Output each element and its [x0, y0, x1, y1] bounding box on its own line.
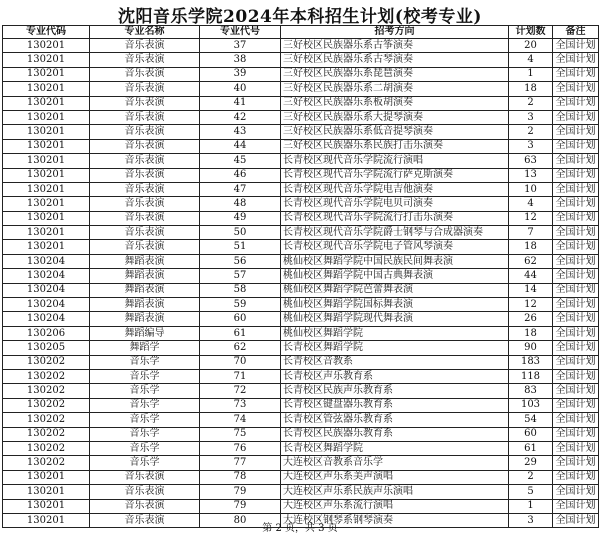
cell-major-number: 38	[200, 53, 281, 67]
cell-major-name: 音乐表演	[90, 513, 200, 527]
header-major-code: 专业代码	[3, 26, 90, 39]
cell-major-number: 71	[200, 369, 281, 383]
header-plan-count: 计划数	[509, 26, 553, 39]
page-title: 沈阳音乐学院2024年本科招生计划(校考专业)	[118, 7, 482, 27]
cell-note: 全国计划	[553, 96, 599, 110]
cell-major-code: 130204	[3, 283, 90, 297]
cell-plan-count: 61	[509, 441, 553, 455]
cell-direction: 长青校区键盘器乐教育系	[281, 398, 509, 412]
table-row	[3, 369, 599, 383]
cell-major-name: 音乐学	[90, 384, 200, 398]
cell-major-number: 56	[200, 254, 281, 268]
cell-major-name: 音乐表演	[90, 67, 200, 81]
cell-major-number: 41	[200, 96, 281, 110]
cell-note: 全国计划	[553, 283, 599, 297]
table-row	[3, 398, 599, 412]
cell-major-code: 130201	[3, 513, 90, 527]
cell-note: 全国计划	[553, 326, 599, 340]
table-row	[3, 441, 599, 455]
cell-major-code: 130201	[3, 67, 90, 81]
cell-plan-count: 26	[509, 312, 553, 326]
cell-major-number: 79	[200, 485, 281, 499]
cell-major-name: 舞蹈编导	[90, 326, 200, 340]
table-row	[3, 53, 599, 67]
cell-direction: 长青校区管弦器乐教育系	[281, 413, 509, 427]
cell-plan-count: 14	[509, 283, 553, 297]
cell-plan-count: 60	[509, 427, 553, 441]
cell-major-number: 76	[200, 441, 281, 455]
cell-major-name: 音乐表演	[90, 168, 200, 182]
cell-major-name: 音乐表演	[90, 125, 200, 139]
cell-major-number: 70	[200, 355, 281, 369]
cell-major-code: 130202	[3, 441, 90, 455]
table-row	[3, 110, 599, 124]
cell-direction: 大连校区声乐系民族声乐演唱	[281, 485, 509, 499]
cell-major-number: 58	[200, 283, 281, 297]
cell-note: 全国计划	[553, 182, 599, 196]
cell-plan-count: 12	[509, 298, 553, 312]
cell-direction: 三好校区民族器乐系二胡演奏	[281, 82, 509, 96]
cell-major-code: 130204	[3, 269, 90, 283]
cell-major-code: 130201	[3, 39, 90, 53]
cell-direction: 长青校区民族声乐教育系	[281, 384, 509, 398]
cell-major-number: 77	[200, 456, 281, 470]
cell-major-name: 舞蹈表演	[90, 283, 200, 297]
cell-plan-count: 44	[509, 269, 553, 283]
table-row	[3, 139, 599, 153]
cell-major-code: 130201	[3, 197, 90, 211]
cell-major-number: 61	[200, 326, 281, 340]
cell-major-name: 音乐表演	[90, 240, 200, 254]
cell-major-code: 130201	[3, 96, 90, 110]
cell-major-number: 62	[200, 341, 281, 355]
cell-major-number: 79	[200, 499, 281, 513]
cell-note: 全国计划	[553, 269, 599, 283]
cell-major-code: 130202	[3, 369, 90, 383]
cell-plan-count: 29	[509, 456, 553, 470]
table-row	[3, 67, 599, 81]
cell-note: 全国计划	[553, 110, 599, 124]
cell-direction: 桃仙校区舞蹈学院	[281, 326, 509, 340]
header-major-name: 专业名称	[90, 26, 200, 39]
cell-note: 全国计划	[553, 125, 599, 139]
table-row	[3, 39, 599, 53]
cell-direction: 桃仙校区舞蹈学院中国古典舞表演	[281, 269, 509, 283]
cell-major-number: 39	[200, 67, 281, 81]
cell-plan-count: 5	[509, 485, 553, 499]
cell-major-code: 130201	[3, 470, 90, 484]
cell-major-name: 音乐学	[90, 369, 200, 383]
table-row	[3, 125, 599, 139]
cell-major-code: 130201	[3, 82, 90, 96]
cell-major-code: 130201	[3, 110, 90, 124]
cell-major-name: 音乐表演	[90, 82, 200, 96]
table-row	[3, 298, 599, 312]
cell-major-name: 音乐学	[90, 413, 200, 427]
cell-note: 全国计划	[553, 384, 599, 398]
table-header-row	[3, 26, 599, 39]
cell-direction: 长青校区声乐教育系	[281, 369, 509, 383]
cell-major-name: 舞蹈表演	[90, 298, 200, 312]
page-footer: 第 2 页，共 3 页	[262, 523, 338, 534]
cell-major-code: 130201	[3, 182, 90, 196]
cell-direction: 大连校区钢琴系钢琴演奏	[281, 513, 509, 527]
cell-note: 全国计划	[553, 456, 599, 470]
cell-major-name: 音乐学	[90, 427, 200, 441]
cell-major-code: 130204	[3, 298, 90, 312]
table-row	[3, 485, 599, 499]
table-row	[3, 96, 599, 110]
cell-major-name: 音乐学	[90, 456, 200, 470]
cell-major-number: 44	[200, 139, 281, 153]
cell-plan-count: 2	[509, 125, 553, 139]
cell-note: 全国计划	[553, 240, 599, 254]
cell-major-code: 130202	[3, 456, 90, 470]
cell-major-name: 音乐表演	[90, 485, 200, 499]
cell-major-name: 音乐表演	[90, 110, 200, 124]
cell-direction: 长青校区现代音乐学院流行演唱	[281, 154, 509, 168]
cell-major-number: 60	[200, 312, 281, 326]
cell-major-number: 49	[200, 211, 281, 225]
cell-direction: 三好校区民族器乐系板胡演奏	[281, 96, 509, 110]
table-row	[3, 312, 599, 326]
cell-major-code: 130202	[3, 427, 90, 441]
cell-note: 全国计划	[553, 485, 599, 499]
cell-note: 全国计划	[553, 413, 599, 427]
cell-plan-count: 103	[509, 398, 553, 412]
cell-major-number: 37	[200, 39, 281, 53]
cell-direction: 桃仙校区舞蹈学院芭蕾舞表演	[281, 283, 509, 297]
cell-major-code: 130202	[3, 413, 90, 427]
cell-major-code: 130201	[3, 226, 90, 240]
cell-major-code: 130205	[3, 341, 90, 355]
cell-major-number: 57	[200, 269, 281, 283]
cell-note: 全国计划	[553, 139, 599, 153]
cell-note: 全国计划	[553, 197, 599, 211]
table-row	[3, 341, 599, 355]
cell-plan-count: 12	[509, 211, 553, 225]
cell-direction: 三好校区民族器乐系大提琴演奏	[281, 110, 509, 124]
cell-note: 全国计划	[553, 53, 599, 67]
cell-major-code: 130201	[3, 154, 90, 168]
cell-major-name: 音乐表演	[90, 96, 200, 110]
cell-direction: 三好校区民族器乐系古琴演奏	[281, 53, 509, 67]
cell-note: 全国计划	[553, 67, 599, 81]
table-row	[3, 427, 599, 441]
cell-major-number: 43	[200, 125, 281, 139]
cell-plan-count: 183	[509, 355, 553, 369]
cell-note: 全国计划	[553, 211, 599, 225]
cell-major-name: 音乐表演	[90, 499, 200, 513]
table-row	[3, 283, 599, 297]
cell-note: 全国计划	[553, 254, 599, 268]
cell-plan-count: 7	[509, 226, 553, 240]
cell-note: 全国计划	[553, 154, 599, 168]
cell-major-number: 80	[200, 513, 281, 527]
cell-major-number: 46	[200, 168, 281, 182]
cell-major-name: 音乐学	[90, 398, 200, 412]
cell-direction: 三好校区民族器乐系古筝演奏	[281, 39, 509, 53]
cell-plan-count: 90	[509, 341, 553, 355]
cell-major-name: 音乐表演	[90, 154, 200, 168]
table-row	[3, 254, 599, 268]
cell-direction: 长青校区现代音乐学院流行萨克斯演奏	[281, 168, 509, 182]
table-row	[3, 355, 599, 369]
header-direction: 招考方向	[281, 26, 509, 39]
cell-direction: 长青校区现代音乐学院电贝司演奏	[281, 197, 509, 211]
cell-major-number: 42	[200, 110, 281, 124]
table-row	[3, 240, 599, 254]
cell-direction: 长青校区舞蹈学院	[281, 441, 509, 455]
cell-plan-count: 1	[509, 499, 553, 513]
cell-major-code: 130201	[3, 53, 90, 67]
cell-note: 全国计划	[553, 168, 599, 182]
cell-note: 全国计划	[553, 341, 599, 355]
cell-plan-count: 1	[509, 67, 553, 81]
table-row	[3, 226, 599, 240]
cell-plan-count: 63	[509, 154, 553, 168]
cell-direction: 桃仙校区舞蹈学院中国民族民间舞表演	[281, 254, 509, 268]
cell-major-number: 73	[200, 398, 281, 412]
cell-major-number: 50	[200, 226, 281, 240]
cell-major-code: 130201	[3, 168, 90, 182]
cell-plan-count: 4	[509, 53, 553, 67]
table-row	[3, 154, 599, 168]
cell-direction: 长青校区现代音乐学院电吉他演奏	[281, 182, 509, 196]
table-row	[3, 197, 599, 211]
cell-plan-count: 54	[509, 413, 553, 427]
cell-major-name: 音乐表演	[90, 53, 200, 67]
cell-plan-count: 20	[509, 39, 553, 53]
enrollment-plan-table	[2, 25, 599, 528]
cell-note: 全国计划	[553, 369, 599, 383]
table-row	[3, 182, 599, 196]
cell-plan-count: 3	[509, 513, 553, 527]
cell-note: 全国计划	[553, 226, 599, 240]
cell-plan-count: 62	[509, 254, 553, 268]
cell-major-name: 音乐表演	[90, 470, 200, 484]
cell-major-code: 130201	[3, 499, 90, 513]
cell-direction: 长青校区现代音乐学院电子管风琴演奏	[281, 240, 509, 254]
cell-direction: 长青校区现代音乐学院流行打击乐演奏	[281, 211, 509, 225]
cell-plan-count: 10	[509, 182, 553, 196]
cell-major-code: 130204	[3, 254, 90, 268]
cell-plan-count: 118	[509, 369, 553, 383]
table-row	[3, 499, 599, 513]
cell-major-number: 40	[200, 82, 281, 96]
cell-plan-count: 2	[509, 96, 553, 110]
cell-direction: 大连校区声乐系流行演唱	[281, 499, 509, 513]
cell-plan-count: 4	[509, 197, 553, 211]
cell-major-number: 51	[200, 240, 281, 254]
table-row	[3, 269, 599, 283]
table-row	[3, 384, 599, 398]
cell-major-number: 75	[200, 427, 281, 441]
cell-major-name: 音乐表演	[90, 211, 200, 225]
cell-plan-count: 3	[509, 110, 553, 124]
cell-direction: 三好校区民族器乐系民族打击乐演奏	[281, 139, 509, 153]
cell-major-code: 130202	[3, 384, 90, 398]
header-major-number: 专业代号	[200, 26, 281, 39]
cell-major-number: 45	[200, 154, 281, 168]
cell-major-number: 72	[200, 384, 281, 398]
cell-note: 全国计划	[553, 499, 599, 513]
cell-direction: 长青校区舞蹈学院	[281, 341, 509, 355]
cell-major-number: 59	[200, 298, 281, 312]
cell-direction: 长青校区音教系	[281, 355, 509, 369]
cell-note: 全国计划	[553, 427, 599, 441]
table-row	[3, 326, 599, 340]
cell-major-name: 音乐表演	[90, 139, 200, 153]
cell-note: 全国计划	[553, 470, 599, 484]
table-row	[3, 470, 599, 484]
cell-direction: 长青校区民族器乐教育系	[281, 427, 509, 441]
cell-major-name: 舞蹈表演	[90, 269, 200, 283]
cell-major-code: 130201	[3, 240, 90, 254]
cell-major-code: 130204	[3, 312, 90, 326]
cell-note: 全国计划	[553, 398, 599, 412]
cell-major-code: 130201	[3, 125, 90, 139]
cell-direction: 大连校区音教系音乐学	[281, 456, 509, 470]
cell-plan-count: 83	[509, 384, 553, 398]
cell-major-number: 48	[200, 197, 281, 211]
cell-major-name: 舞蹈表演	[90, 312, 200, 326]
cell-major-name: 音乐表演	[90, 182, 200, 196]
cell-direction: 三好校区民族器乐系琵琶演奏	[281, 67, 509, 81]
cell-note: 全国计划	[553, 355, 599, 369]
cell-major-name: 音乐表演	[90, 39, 200, 53]
cell-major-code: 130201	[3, 485, 90, 499]
cell-note: 全国计划	[553, 441, 599, 455]
cell-major-name: 音乐表演	[90, 226, 200, 240]
cell-direction: 三好校区民族器乐系低音提琴演奏	[281, 125, 509, 139]
cell-note: 全国计划	[553, 39, 599, 53]
cell-plan-count: 13	[509, 168, 553, 182]
cell-note: 全国计划	[553, 82, 599, 96]
cell-major-code: 130206	[3, 326, 90, 340]
cell-note: 全国计划	[553, 513, 599, 527]
cell-plan-count: 18	[509, 82, 553, 96]
cell-plan-count: 18	[509, 240, 553, 254]
cell-plan-count: 18	[509, 326, 553, 340]
cell-direction: 桃仙校区舞蹈学院国标舞表演	[281, 298, 509, 312]
cell-major-code: 130202	[3, 398, 90, 412]
cell-direction: 长青校区现代音乐学院爵士钢琴与合成器演奏	[281, 226, 509, 240]
cell-direction: 大连校区声乐系美声演唱	[281, 470, 509, 484]
cell-note: 全国计划	[553, 298, 599, 312]
cell-major-code: 130201	[3, 139, 90, 153]
header-note: 备注	[553, 26, 599, 39]
cell-note: 全国计划	[553, 312, 599, 326]
table-row	[3, 456, 599, 470]
cell-direction: 桃仙校区舞蹈学院现代舞表演	[281, 312, 509, 326]
cell-major-name: 音乐学	[90, 441, 200, 455]
table-row	[3, 168, 599, 182]
table-row	[3, 82, 599, 96]
cell-major-name: 音乐表演	[90, 197, 200, 211]
cell-major-code: 130201	[3, 211, 90, 225]
cell-major-number: 47	[200, 182, 281, 196]
cell-major-name: 舞蹈表演	[90, 254, 200, 268]
table-row	[3, 211, 599, 225]
cell-major-name: 音乐学	[90, 355, 200, 369]
cell-major-number: 74	[200, 413, 281, 427]
cell-plan-count: 2	[509, 470, 553, 484]
cell-major-code: 130202	[3, 355, 90, 369]
cell-major-name: 舞蹈学	[90, 341, 200, 355]
table-row	[3, 413, 599, 427]
cell-major-number: 78	[200, 470, 281, 484]
cell-plan-count: 3	[509, 139, 553, 153]
